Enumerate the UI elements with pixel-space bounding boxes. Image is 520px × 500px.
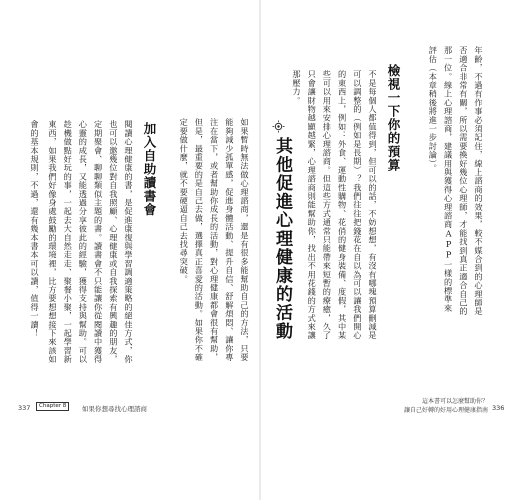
- chapter-badge: [36, 402, 69, 411]
- budget-paragraph: [282, 70, 380, 342]
- budget-heading-text: 檢視一下你的預算: [386, 64, 401, 172]
- intro-text: 年齡，不過有作事必須記住，線上諮商的效果，較不媒合到的心理師是否適合非常有關，所以需要換好幾位心理師，才能找到真正適合自己的那一位。線上心理諮商，建議用與獲得心理諮商APP一樣的標準來評估（本章稍後將進一步討論）。: [428, 46, 484, 316]
- bookclub-heading-text: 加入自助讀書會: [142, 122, 157, 217]
- right-page-number: [492, 404, 504, 412]
- left-page-number: [18, 404, 30, 412]
- bookclub-paragraph-end: [26, 120, 42, 370]
- activities-paragraph: [160, 118, 252, 368]
- bookclub-end-text: 會的基本規則，不過，還有幾本書本可以讀，值得一讀！: [30, 120, 40, 338]
- budget-text: 不是每個人都值得到，但可以的話，不妨想想，有沒有哪塊預算刪減是可以調整的（例如是長期）？我們往往把錢花在自以為可以讓我們開心的東西上，例如：外食、運動性購物、花俏的健身裝備、度假，其中某些可以用來安排心理諮商。但這些方式通常只能帶來短暫的療癒，久了只會讓財物越顯越緊，心理諮商則能幫助你，找出不用花錢的方式來讓那壓力。: [291, 70, 378, 340]
- activities-text: 如果暫時無法做心理諮商，還是有很多能幫助自己的方法，只要能夠減少孤單感，促進身體活動、提升自信、舒解煩悶、讓你專注在當下，或者幫助你成長的活動，對心理健康都會很有幫助，但是，最重要的是自己去做，選擇真正喜愛的活動。如果你不確定要做什麼，就不要硬逼自己去找尋突破。: [179, 118, 250, 362]
- right-running-head: [382, 398, 488, 415]
- running-head-line1: 這本書可以怎麼幫助你？: [421, 398, 488, 405]
- page-gutter: [259, 0, 261, 500]
- chapter-label: Chapter: [39, 403, 61, 409]
- left-page-number-text: 337: [18, 404, 31, 412]
- bookclub-paragraph: [44, 120, 136, 370]
- budget-section-heading: [384, 64, 402, 204]
- right-page-number-text: 336: [492, 404, 505, 412]
- chapter-title: [82, 404, 147, 413]
- main-section-heading: [270, 137, 295, 341]
- sun-ornament-icon: [272, 120, 285, 133]
- bookclub-text: 閱讀心理健康的書，是促進康復與學習調適策略的絕佳方式，你也可以邀幾位對自我照顧、心理健康或自我探索有興趣的朋友，定期聚會、聊聊類似主題的書。讀書會不只能讓你從閱讀中獲得心靈的成長，又能透過分享彼此的經驗，獲得支持與幫助。可以趁機做點好玩的事，一起去大自然走走、聚餐小聚，一起學習新東西，如果我們好像身處鼓勵的環境裡，比方要想想接下來該如: [47, 120, 134, 364]
- running-head-line2: 讓自己好轉的好用心理健康指南: [403, 406, 488, 414]
- main-heading-text: 其他促進心理健康的活動: [272, 137, 292, 341]
- chapter-title-text: 如果你想尋找心理諮商: [82, 405, 147, 413]
- intro-paragraph: [410, 46, 486, 318]
- bookclub-section-heading: [140, 122, 158, 262]
- chapter-number: 8: [62, 403, 67, 409]
